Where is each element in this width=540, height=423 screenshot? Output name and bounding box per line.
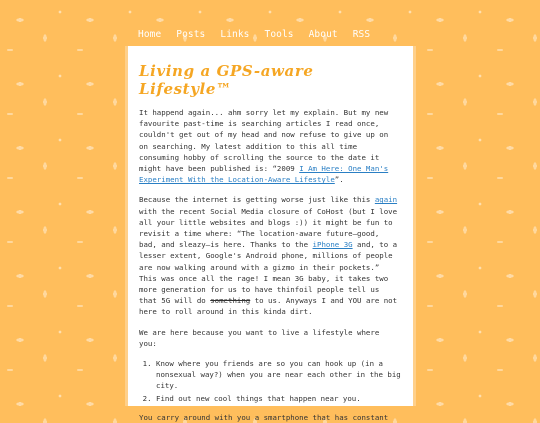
lifestyle-list — [139, 358, 401, 404]
post-title: Living a GPS-aware Lifestyle™ — [139, 62, 314, 98]
nav-link-home[interactable]: Home — [138, 29, 162, 40]
top-nav — [138, 29, 385, 40]
paragraph-text: It happend again... ahm sorry let my explain. But my new favourite past-time is searching articles I read once, couldn't get out of my head and now refuse to give up on on searching. My latest addition to this all time consuming hobby of scrolling the source to the date it might have been published is: “2009 — [139, 108, 389, 174]
list-item: 1. Know where you friends are so you can hook up (in a nonsexual way?) when you are near each other in the big city. — [156, 358, 401, 392]
article-link[interactable]: I Am Here: One Man's Experiment With the Location-Aware Lifestyle — [139, 164, 389, 185]
iphone-3g-link[interactable]: iPhone 3G — [312, 240, 353, 250]
post-card — [125, 46, 416, 422]
nav-link-tools[interactable]: Tools — [264, 29, 294, 40]
struck-text: something — [210, 296, 251, 306]
post-paragraph-3: We are here because you want to live a lifestyle where you: — [139, 327, 380, 348]
again-link[interactable]: again — [374, 195, 398, 205]
paragraph-text: ”. — [334, 175, 344, 185]
list-item: 2. Find out new cool things that happen near you. — [156, 393, 401, 404]
post-paragraph-2 — [139, 194, 401, 317]
paragraph-text: with the recent Social Media closure of CoHost (but I love all your little websites and blogs :)) it might be fun to revisit a time where: “The location-aware future—good, bad, and sleazy—is here. Thanks to the — [139, 206, 398, 250]
paragraph-text: to us. Anyways I and YOU are not here to roll around in this kinda dirt. — [139, 296, 398, 317]
nav-link-links[interactable]: Links — [220, 29, 250, 40]
post-paragraph-4: You carry around with you a smartphone that has constant — [139, 412, 389, 422]
paragraph-text: and, to a lesser extent, Google's Android phone, millions of people are now walking around with a gizmo in their pockets.” This was once all the rage! I mean 3G baby, it takes two more generation for us to have thinfoil people tell us that 5G will do — [139, 240, 398, 306]
paragraph-text: Because the internet is getting worse just like this — [139, 195, 375, 205]
post-paragraph-1 — [139, 107, 401, 185]
nav-link-about[interactable]: About — [308, 29, 338, 40]
nav-link-posts[interactable]: Posts — [176, 29, 206, 40]
nav-link-rss[interactable]: RSS — [352, 29, 371, 40]
